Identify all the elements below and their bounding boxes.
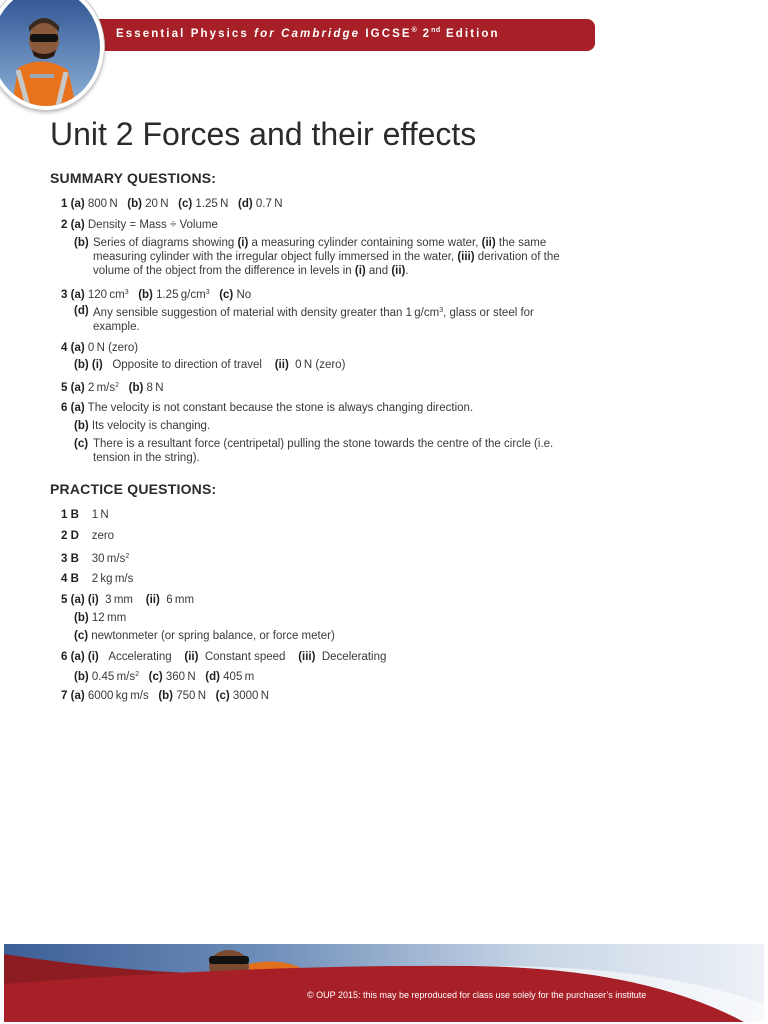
practice-q7: 7 (a) 6000 kg m/s (b) 750 N (c) 3000 N (61, 690, 270, 702)
summary-q6c-label: (c) (74, 438, 89, 450)
practice-q2: 2 D zero (61, 530, 115, 542)
summary-q4a: 4 (a) 0 N (zero) (61, 342, 139, 354)
summary-q4b: (b) (i) Opposite to direction of travel (ii) 0 N (zero) (74, 359, 346, 371)
summary-q6b: (b) Its velocity is changing. (74, 420, 211, 432)
practice-q4: 4 B 2 kg m/s (61, 573, 134, 585)
summary-q2b: Series of diagrams showing (i) a measuring cylinder containing some water, (ii) the same measuring cylinder with the irregular object fully immersed in the water, (iii) derivation of the volume of the object from the difference in levels in (i) and (ii). (93, 237, 560, 277)
practice-q6a: 6 (a) (i) Accelerating (ii) Constant speed (iii) Decelerating (61, 651, 387, 663)
practice-heading: PRACTICE QUESTIONS: (50, 481, 217, 497)
practice-q3: 3 B 30 $m/s^2$ (61, 553, 130, 565)
summary-q5: 5 (a) 2 $m/s^2$ (b) 8 N (61, 382, 164, 394)
practice-q6b: (b) 0.45 $m/s^2$ (c) 360 N (d) 405 m (74, 671, 255, 683)
summary-q2a: 2 (a) Density = Mass ÷ Volume (61, 219, 218, 231)
practice-q5a: 5 (a) (i) 3 mm (ii) 6 mm (61, 594, 195, 606)
book-title: Essential Physics for Cambridge IGCSE® 2nd Edition (116, 27, 500, 40)
summary-q1: 1 (a) 800 N (b) 20 N (c) 1.25 N (d) 0.7 N (61, 198, 283, 210)
summary-q6c: There is a resultant force (centripetal) pulling the stone towards the centre of the circle (i.e. tension in the string). (93, 438, 554, 464)
practice-q1: 1 B 1 N (61, 509, 109, 521)
cover-photo (0, 0, 104, 110)
summary-q2b-label: (b) (74, 237, 89, 249)
footer-banner (4, 944, 764, 1022)
summary-heading: SUMMARY QUESTIONS: (50, 170, 217, 186)
unit-title: Unit 2 Forces and their effects (50, 116, 477, 152)
copyright-notice: © OUP 2015: this may be reproduced for class use solely for the purchaser’s institute (307, 990, 647, 1000)
practice-q5b: (b) 12 mm (74, 612, 127, 624)
summary-q3d-label: (d) (74, 305, 89, 317)
summary-q3a: 3 (a) 120 $cm^3$ (b) 1.25 $g/cm^3$ (c) No (61, 289, 252, 301)
practice-q5c: (c) newtonmeter (or spring balance, or force meter) (74, 630, 335, 642)
summary-q6a: 6 (a) The velocity is not constant because the stone is always changing direction. (61, 402, 474, 414)
summary-q3d: Any sensible suggestion of material with density greater than 1 $g/cm^3$, glass or steel for example. (93, 307, 534, 333)
